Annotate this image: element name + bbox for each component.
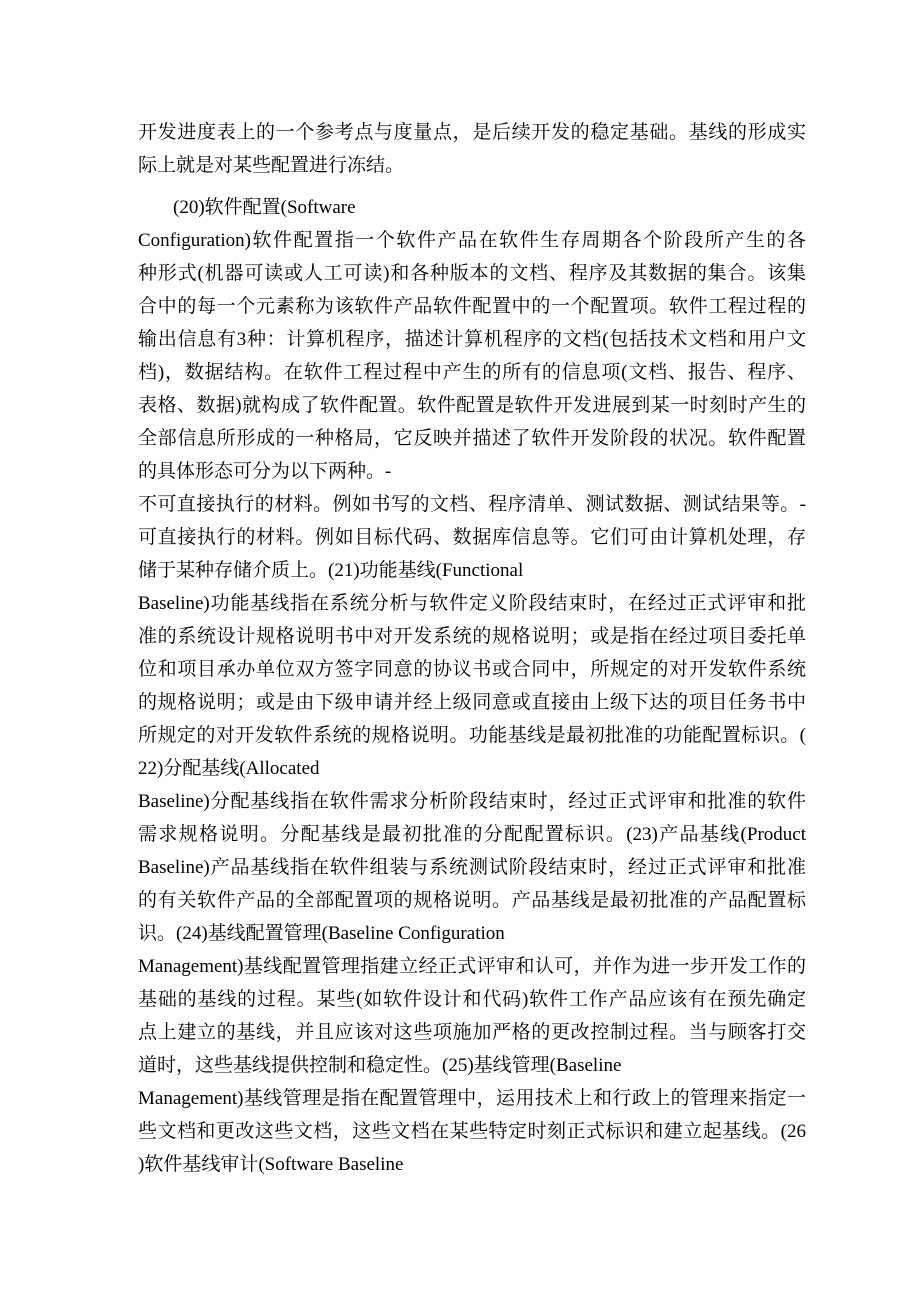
- text-line: 的规格说明；或是由下级申请并经上级同意或直接由上级下达的项目任务书中: [138, 692, 806, 713]
- paragraph: [138, 191, 806, 1181]
- text-line: 识。(24)基线配置管理(Baseline Configuration: [138, 923, 505, 944]
- text-line: 种形式(机器可读或人工可读)和各种版本的文档、程序及其数据的集合。该集: [138, 263, 806, 284]
- text-line: 际上就是对某些配置进行冻结。: [138, 155, 405, 176]
- text-line: 点上建立的基线，并且应该对这些项施加严格的更改控制过程。当与顾客打交: [138, 1022, 806, 1043]
- text-line: 所规定的对开发软件系统的规格说明。功能基线是最初批准的功能配置标识。(: [138, 725, 806, 746]
- text-line: 开发进度表上的一个参考点与度量点，是后续开发的稳定基础。基线的形成实: [138, 122, 806, 143]
- text-line: 可直接执行的材料。例如目标代码、数据库信息等。它们可由计算机处理，存: [138, 527, 806, 548]
- text-line: 档)，数据结构。在软件工程过程中产生的所有的信息项(文档、报告、程序、: [138, 362, 806, 383]
- text-line: Baseline)产品基线指在软件组装与系统测试阶段结束时，经过正式评审和批准: [138, 857, 806, 878]
- text-line: 全部信息所形成的一种格局，它反映并描述了软件开发阶段的状况。软件配置: [138, 428, 806, 449]
- text-line: Management)基线配置管理指建立经正式评审和认可，并作为进一步开发工作的: [138, 956, 806, 977]
- text-line: (20)软件配置(Software: [173, 197, 356, 218]
- text-line: 储于某种存储介质上。(21)功能基线(Functional: [138, 560, 524, 581]
- paragraph: [138, 116, 806, 182]
- text-line: 22)分配基线(Allocated: [138, 758, 320, 779]
- text-line: 准的系统设计规格说明书中对开发系统的规格说明；或是指在经过项目委托单: [138, 626, 806, 647]
- text-line: 输出信息有3种：计算机程序，描述计算机程序的文档(包括技术文档和用户文: [138, 329, 806, 350]
- text-line: Baseline)分配基线指在软件需求分析阶段结束时，经过正式评审和批准的软件: [138, 791, 806, 812]
- text-line: 些文档和更改这些文档，这些文档在某些特定时刻正式标识和建立起基线。(26: [138, 1121, 806, 1142]
- text-line: 道时，这些基线提供控制和稳定性。(25)基线管理(Baseline: [138, 1055, 622, 1076]
- text-line: 位和项目承办单位双方签字同意的协议书或合同中，所规定的对开发软件系统: [138, 659, 806, 680]
- text-line: 的有关软件产品的全部配置项的规格说明。产品基线是最初批准的产品配置标: [138, 890, 806, 911]
- text-line: 需求规格说明。分配基线是最初批准的分配配置标识。(23)产品基线(Product: [138, 824, 806, 845]
- text-line: 不可直接执行的材料。例如书写的文档、程序清单、测试数据、测试结果等。-: [138, 494, 806, 515]
- text-line: 合中的每一个元素称为该软件产品软件配置中的一个配置项。软件工程过程的: [138, 296, 806, 317]
- text-line: 基础的基线的过程。某些(如软件设计和代码)软件工作产品应该有在预先确定: [138, 989, 806, 1010]
- text-line: 表格、数据)就构成了软件配置。软件配置是软件开发进展到某一时刻时产生的: [138, 395, 806, 416]
- text-line: Configuration)软件配置指一个软件产品在软件生存周期各个阶段所产生的各: [138, 230, 806, 251]
- text-line: 的具体形态可分为以下两种。-: [138, 461, 392, 482]
- text-line: Management)基线管理是指在配置管理中，运用技术上和行政上的管理来指定一: [138, 1088, 806, 1109]
- text-line: Baseline)功能基线指在系统分析与软件定义阶段结束时，在经过正式评审和批: [138, 593, 806, 614]
- document-text-block: [138, 116, 806, 1181]
- text-line: )软件基线审计(Software Baseline: [138, 1154, 404, 1175]
